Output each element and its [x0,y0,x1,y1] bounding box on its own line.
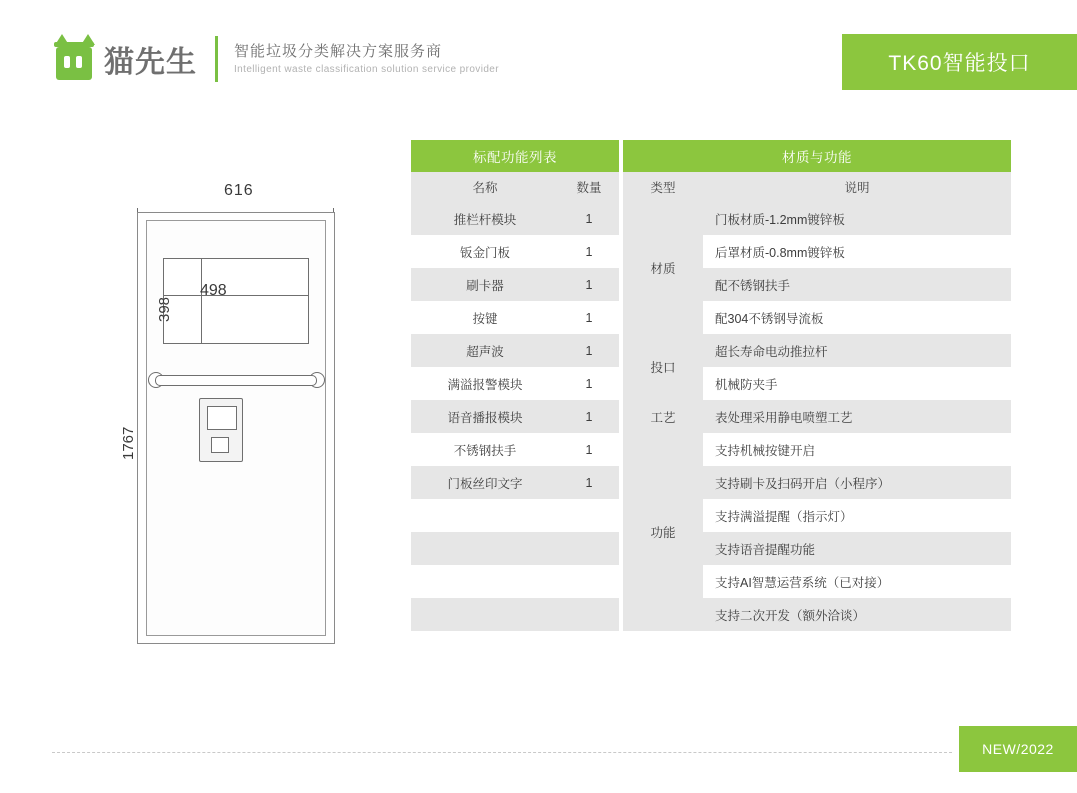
cat-bin-logo-icon [52,36,98,82]
cell-desc: 支持刷卡及扫码开启（小程序） [703,466,1011,499]
cell-qty [559,499,619,532]
cell-name: 刷卡器 [411,268,559,301]
logo-divider [215,36,218,82]
product-title-tag: TK60智能投口 [842,34,1077,90]
cell-desc: 支持二次开发（额外洽谈） [703,598,1011,631]
cell-qty [559,598,619,631]
table-row [411,367,1011,400]
cell-name [411,499,559,532]
table-row [411,466,1011,499]
table-row [411,268,1011,301]
cell-qty [559,532,619,565]
table-row [411,235,1011,268]
cell-name [411,565,559,598]
cell-name [411,532,559,565]
brand-name: 猫先生 [104,46,197,79]
cell-name: 语音播报模块 [411,400,559,433]
cell-type: 功能 [623,433,703,631]
cell-qty [559,565,619,598]
door-panel-window [163,258,309,344]
cell-desc: 支持AI智慧运营系统（已对接） [703,565,1011,598]
cell-qty: 1 [559,367,619,400]
cell-type: 投口 [623,334,703,400]
cell-name [411,598,559,631]
cell-qty: 1 [559,334,619,367]
slogan-block [234,42,499,77]
table-row [411,400,1011,433]
dimension-window-height-label: 398 [156,296,173,322]
cell-name: 门板丝印文字 [411,466,559,499]
stainless-handle-bar [155,375,317,386]
card-reader-icon [211,437,229,453]
dimension-width-label: 616 [224,182,254,199]
dimension-window-width-label: 498 [200,282,227,299]
table-row [411,202,1011,235]
cell-qty: 1 [559,235,619,268]
cell-name: 不锈钢扶手 [411,433,559,466]
specification-table [411,140,1011,631]
cell-name: 超声波 [411,334,559,367]
header-name: 名称 [411,172,559,202]
cell-qty: 1 [559,400,619,433]
cell-name: 推栏杆模块 [411,202,559,235]
cell-name: 按键 [411,301,559,334]
cell-type: 工艺 [623,400,703,433]
cell-desc: 后罩材质-0.8mm镀锌板 [703,235,1011,268]
table-row [411,334,1011,367]
cell-desc: 表处理采用静电喷塑工艺 [703,400,1011,433]
table-row [411,532,1011,565]
cell-qty: 1 [559,301,619,334]
table-row [411,301,1011,334]
cell-name: 钣金门板 [411,235,559,268]
table-row [411,598,1011,631]
cell-desc: 配不锈钢扶手 [703,268,1011,301]
table-row [411,565,1011,598]
header-qty: 数量 [559,172,619,202]
table-row [411,433,1011,466]
product-technical-drawing [90,170,390,670]
dimension-height-label: 1767 [120,426,137,460]
slogan-english: Intelligent waste classification solution service provider [234,63,499,75]
control-panel-module [199,398,243,462]
table-band-header [411,140,1011,172]
cell-qty: 1 [559,268,619,301]
display-screen-icon [207,406,237,430]
footer-divider [52,752,952,753]
footer-badge: NEW/2022 [959,726,1077,772]
cell-type: 材质 [623,202,703,334]
cell-qty: 1 [559,466,619,499]
table-column-header [411,172,1011,202]
cell-desc: 超长寿命电动推拉杆 [703,334,1011,367]
band-left-title: 标配功能列表 [411,140,619,172]
cell-qty: 1 [559,433,619,466]
page-header [0,0,1077,118]
table-row [411,499,1011,532]
brand-logo-block [52,36,499,82]
slogan-chinese: 智能垃圾分类解决方案服务商 [234,42,443,60]
cell-desc: 机械防夹手 [703,367,1011,400]
cell-qty: 1 [559,202,619,235]
cell-desc: 配304不锈钢导流板 [703,301,1011,334]
header-desc: 说明 [703,172,1011,202]
cell-desc: 支持机械按键开启 [703,433,1011,466]
cell-name: 满溢报警模块 [411,367,559,400]
header-type: 类型 [623,172,703,202]
cell-desc: 门板材质-1.2mm镀锌板 [703,202,1011,235]
cell-desc: 支持语音提醒功能 [703,532,1011,565]
cell-desc: 支持满溢提醒（指示灯） [703,499,1011,532]
band-right-title: 材质与功能 [623,140,1011,172]
